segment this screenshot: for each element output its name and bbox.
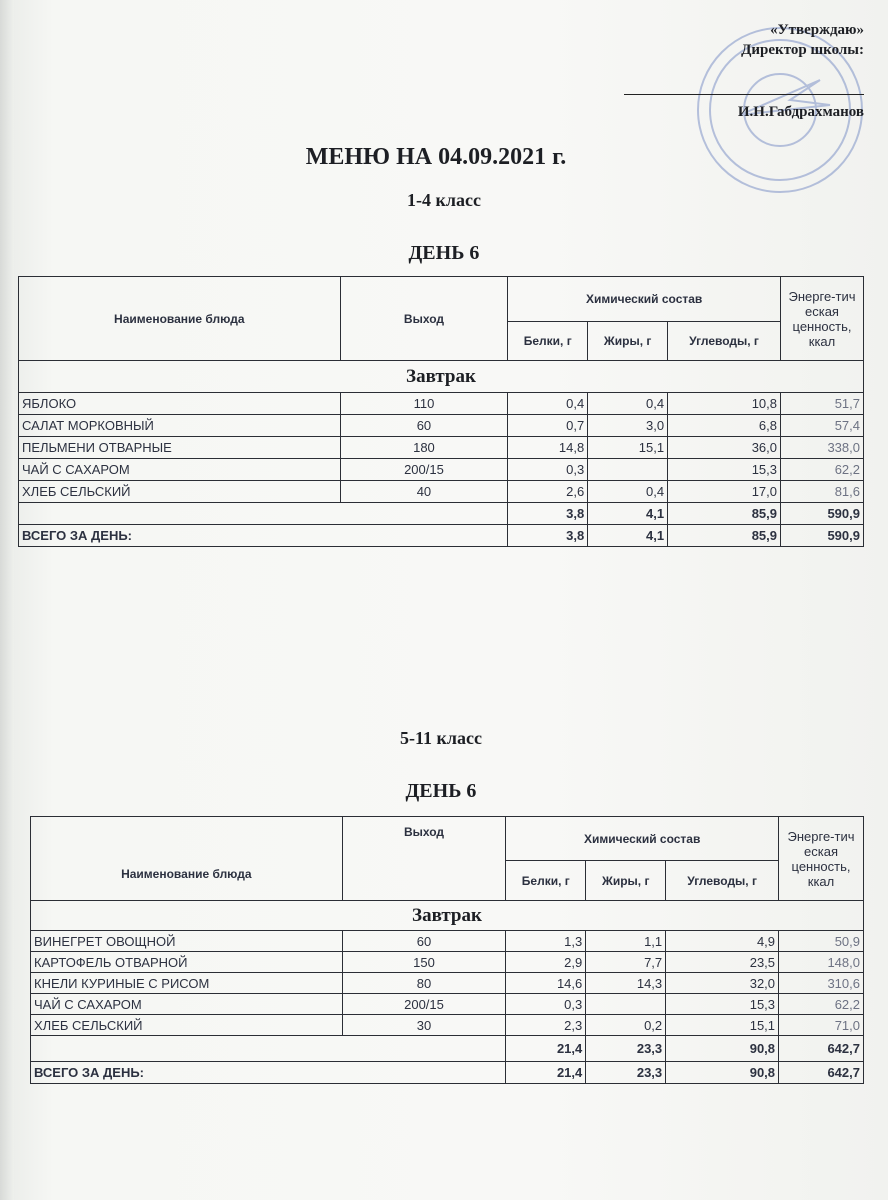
dish-name: ЯБЛОКО: [19, 393, 341, 415]
total-carbs: 90,8: [666, 1062, 779, 1084]
dish-energy: 57,4: [781, 415, 864, 437]
header-dish: Наименование блюда: [31, 817, 343, 901]
dish-energy: 338,0: [781, 437, 864, 459]
page-title: МЕНЮ НА 04.09.2021 г.: [305, 144, 567, 170]
dish-name: ХЛЕБ СЕЛЬСКИЙ: [19, 481, 341, 503]
class-label-2: 5-11 класс: [400, 728, 482, 748]
dish-fats: [588, 459, 668, 481]
dish-energy: 50,9: [779, 931, 864, 952]
header-chemical: Химический состав: [506, 817, 779, 861]
menu-table-1-4: [18, 276, 864, 547]
header-chemical: Химический состав: [508, 277, 781, 322]
approve-label: «Утверждаю»: [770, 22, 864, 38]
table-row: [31, 1015, 864, 1036]
dish-carbs: 10,8: [668, 393, 781, 415]
class-label-1: 1-4 класс: [407, 190, 481, 210]
dish-name: КНЕЛИ КУРИНЫЕ С РИСОМ: [31, 973, 343, 994]
table-row: [31, 931, 864, 952]
table-row: [31, 973, 864, 994]
day-label-2: ДЕНЬ 6: [405, 780, 477, 802]
subtotal-proteins: 3,8: [508, 503, 588, 525]
dish-energy: 81,6: [781, 481, 864, 503]
header-energy: Энерге-тич еская ценность, ккал: [779, 817, 864, 901]
table-row: [19, 481, 864, 503]
meal-label: Завтрак: [31, 901, 864, 931]
subtotal-empty: [31, 1036, 506, 1062]
subtotal-proteins: 21,4: [506, 1036, 586, 1062]
dish-name: КАРТОФЕЛЬ ОТВАРНОЙ: [31, 952, 343, 973]
signature-line: [624, 94, 864, 95]
dish-proteins: 14,8: [508, 437, 588, 459]
dish-proteins: 0,4: [508, 393, 588, 415]
table-row: [19, 437, 864, 459]
header-output: Выход: [342, 817, 506, 901]
menu-table-5-11: [30, 816, 864, 1084]
dish-proteins: 2,9: [506, 952, 586, 973]
dish-proteins: 2,3: [506, 1015, 586, 1036]
dish-output: 30: [342, 1015, 506, 1036]
dish-proteins: 2,6: [508, 481, 588, 503]
meal-label: Завтрак: [19, 361, 864, 393]
dish-fats: 0,4: [588, 393, 668, 415]
dish-proteins: 0,7: [508, 415, 588, 437]
dish-fats: [586, 994, 666, 1015]
dish-output: 180: [340, 437, 508, 459]
dish-carbs: 15,1: [666, 1015, 779, 1036]
header-fats: Жиры, г: [588, 322, 668, 361]
total-energy: 590,9: [781, 525, 864, 547]
dish-fats: 14,3: [586, 973, 666, 994]
dish-name: ЧАЙ С САХАРОМ: [31, 994, 343, 1015]
dish-proteins: 14,6: [506, 973, 586, 994]
dish-carbs: 36,0: [668, 437, 781, 459]
dish-fats: 7,7: [586, 952, 666, 973]
dish-fats: 0,4: [588, 481, 668, 503]
table-row: [31, 952, 864, 973]
dish-proteins: 0,3: [508, 459, 588, 481]
dish-carbs: 15,3: [666, 994, 779, 1015]
total-row: [19, 525, 864, 547]
total-fats: 23,3: [586, 1062, 666, 1084]
dish-fats: 3,0: [588, 415, 668, 437]
header-dish: Наименование блюда: [19, 277, 341, 361]
dish-carbs: 15,3: [668, 459, 781, 481]
dish-fats: 15,1: [588, 437, 668, 459]
subtotal-empty: [19, 503, 508, 525]
dish-energy: 62,2: [781, 459, 864, 481]
dish-output: 40: [340, 481, 508, 503]
approval-block: [604, 20, 864, 120]
dish-output: 60: [342, 931, 506, 952]
header-output: Выход: [340, 277, 508, 361]
dish-output: 80: [342, 973, 506, 994]
dish-name: САЛАТ МОРКОВНЫЙ: [19, 415, 341, 437]
dish-output: 200/15: [340, 459, 508, 481]
dish-energy: 310,6: [779, 973, 864, 994]
table-row: [19, 393, 864, 415]
dish-fats: 1,1: [586, 931, 666, 952]
table-row: [19, 415, 864, 437]
dish-output: 150: [342, 952, 506, 973]
dish-energy: 148,0: [779, 952, 864, 973]
subtotal-fats: 4,1: [588, 503, 668, 525]
dish-output: 60: [340, 415, 508, 437]
dish-fats: 0,2: [586, 1015, 666, 1036]
total-carbs: 85,9: [668, 525, 781, 547]
dish-energy: 51,7: [781, 393, 864, 415]
dish-energy: 62,2: [779, 994, 864, 1015]
header-energy: Энерге-тич еская ценность, ккал: [781, 277, 864, 361]
table-row: [31, 994, 864, 1015]
subtotal-carbs: 85,9: [668, 503, 781, 525]
dish-name: ЧАЙ С САХАРОМ: [19, 459, 341, 481]
subtotal-row: [31, 1036, 864, 1062]
subtotal-energy: 590,9: [781, 503, 864, 525]
day-label-1: ДЕНЬ 6: [408, 242, 480, 264]
header-carbs: Углеводы, г: [666, 861, 779, 901]
header-proteins: Белки, г: [508, 322, 588, 361]
director-position: Директор школы:: [741, 42, 864, 58]
dish-carbs: 6,8: [668, 415, 781, 437]
header-fats: Жиры, г: [586, 861, 666, 901]
total-energy: 642,7: [779, 1062, 864, 1084]
dish-carbs: 17,0: [668, 481, 781, 503]
dish-proteins: 1,3: [506, 931, 586, 952]
total-label: ВСЕГО ЗА ДЕНЬ:: [19, 525, 508, 547]
page-edge-shadow: [0, 0, 14, 1200]
subtotal-carbs: 90,8: [666, 1036, 779, 1062]
dish-output: 200/15: [342, 994, 506, 1015]
total-label: ВСЕГО ЗА ДЕНЬ:: [31, 1062, 506, 1084]
total-proteins: 3,8: [508, 525, 588, 547]
director-name: И.Н.Габдрахманов: [737, 104, 864, 120]
dish-carbs: 4,9: [666, 931, 779, 952]
dish-proteins: 0,3: [506, 994, 586, 1015]
dish-name: ВИНЕГРЕТ ОВОЩНОЙ: [31, 931, 343, 952]
table-row: [19, 459, 864, 481]
subtotal-energy: 642,7: [779, 1036, 864, 1062]
subtotal-fats: 23,3: [586, 1036, 666, 1062]
dish-carbs: 32,0: [666, 973, 779, 994]
header-proteins: Белки, г: [506, 861, 586, 901]
total-fats: 4,1: [588, 525, 668, 547]
total-proteins: 21,4: [506, 1062, 586, 1084]
header-carbs: Углеводы, г: [668, 322, 781, 361]
dish-energy: 71,0: [779, 1015, 864, 1036]
dish-name: ХЛЕБ СЕЛЬСКИЙ: [31, 1015, 343, 1036]
subtotal-row: [19, 503, 864, 525]
dish-name: ПЕЛЬМЕНИ ОТВАРНЫЕ: [19, 437, 341, 459]
dish-output: 110: [340, 393, 508, 415]
total-row: [31, 1062, 864, 1084]
dish-carbs: 23,5: [666, 952, 779, 973]
